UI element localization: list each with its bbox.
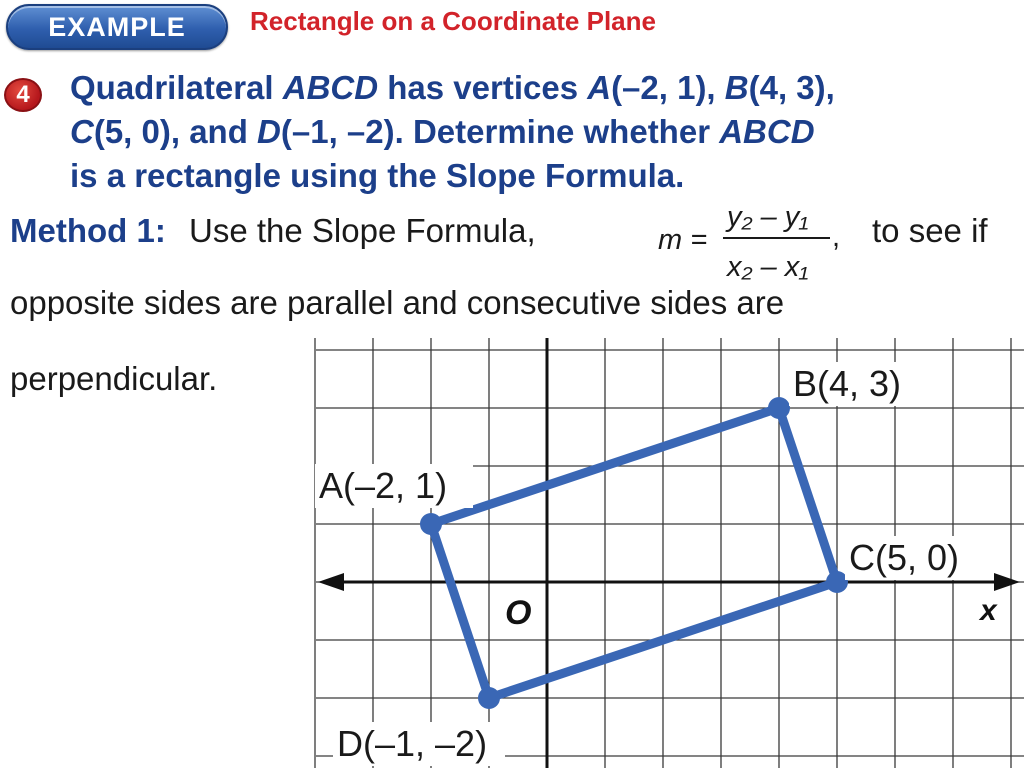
method-text: Use the Slope Formula,	[189, 212, 536, 249]
problem-line-3: is a rectangle using the Slope Formula.	[70, 157, 685, 194]
problem-text: C	[70, 113, 94, 150]
problem-text: ABCD	[719, 113, 815, 150]
vertex-label-a: A(–2, 1)	[319, 465, 448, 506]
x-axis-label: x	[980, 594, 997, 627]
problem-text: ABCD	[282, 69, 379, 106]
origin-label: O	[505, 594, 532, 632]
problem-text: (5, 0), and	[93, 113, 258, 150]
method-text-2: to see if	[872, 212, 988, 249]
example-badge-label: EXAMPLE	[48, 12, 186, 42]
vertex-point-d	[478, 687, 500, 709]
method-label: Method 1:	[10, 212, 166, 249]
problem-text: Quadrilateral	[70, 69, 283, 106]
problem-text: (–1, –2). Determine whether	[280, 113, 720, 150]
vertex-point-a	[420, 513, 442, 535]
vertex-label-b: B(4, 3)	[793, 363, 902, 404]
vertex-label-d: D(–1, –2)	[337, 723, 488, 764]
vertex-point-c	[826, 571, 848, 593]
method-line-3: perpendicular.	[10, 360, 218, 397]
page-title: Rectangle on a Coordinate Plane	[250, 6, 656, 36]
problem-text: (–2, 1),	[611, 69, 725, 106]
problem-text: D	[257, 113, 281, 150]
formula-denominator: x₂ – x₁	[727, 251, 809, 283]
formula-lhs: m =	[658, 224, 708, 256]
example-number-bullet: 4	[4, 78, 42, 112]
problem-text: (4, 3),	[748, 69, 835, 106]
vertex-point-b	[768, 397, 790, 419]
problem-text: B	[724, 69, 749, 106]
method-line-2: opposite sides are parallel and consecutive sides are	[10, 284, 785, 321]
formula-numerator: y₂ – y₁	[727, 201, 809, 233]
problem-text: has vertices	[378, 69, 588, 106]
problem-text: A	[587, 69, 612, 106]
formula-comma: ,	[832, 221, 841, 253]
vertex-label-c: C(5, 0)	[849, 537, 960, 578]
